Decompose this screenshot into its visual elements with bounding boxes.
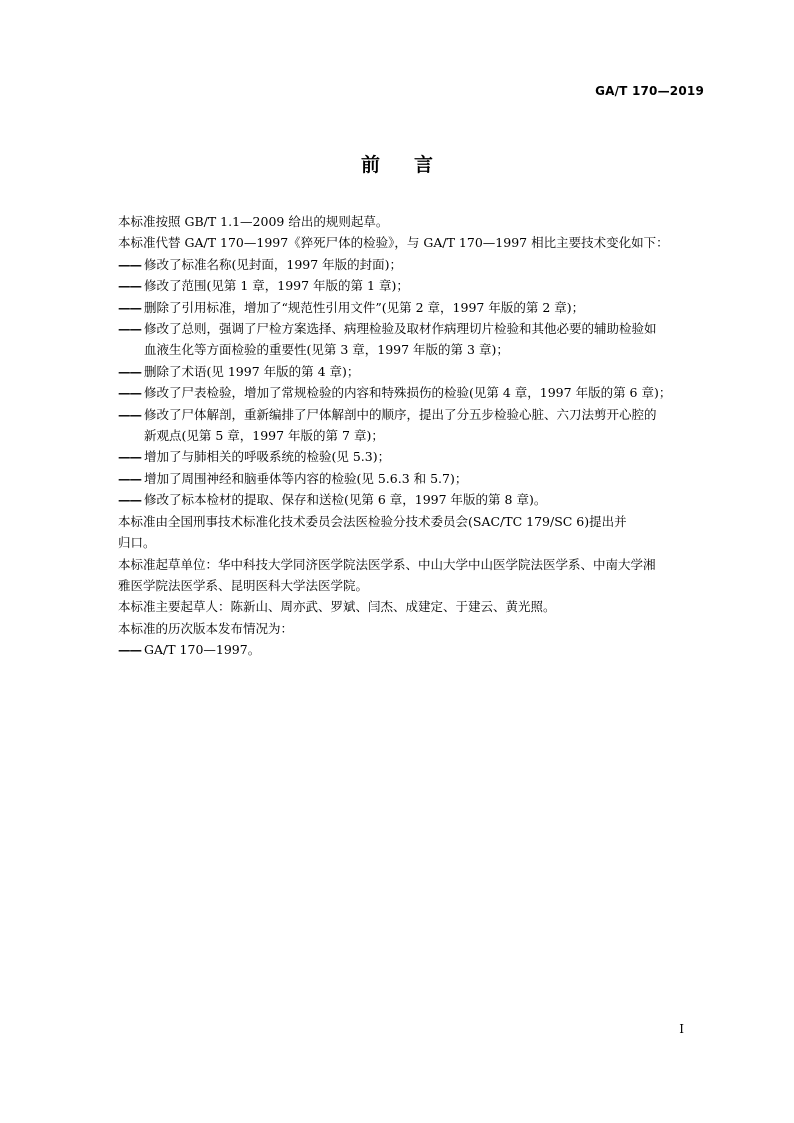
changes-list: [118, 254, 706, 511]
dash-marker: ——: [118, 449, 141, 465]
dash-marker: ——: [118, 256, 141, 272]
list-item: —— 修改了标准名称(见封面，1997 年版的封面)；: [118, 254, 706, 275]
list-item: —— GA/T 170—1997。: [118, 639, 706, 660]
document-body: [118, 211, 706, 661]
dash-marker: ——: [118, 278, 141, 294]
standard-code: GA/T 170—2019: [595, 84, 704, 98]
list-item: —— 删除了引用标准，增加了“规范性引用文件”(见第 2 章，1997 年版的第 2 章)；: [118, 297, 706, 318]
paragraph-replacement: 本标准代替 GA/T 170—1997《猝死尸体的检验》，与 GA/T 170—1997 相比主要技术变化如下：: [118, 235, 669, 251]
page-title: 前言: [360, 154, 467, 176]
paragraph-history-intro: 本标准的历次版本发布情况为：: [118, 620, 294, 636]
dash-marker: ——: [118, 321, 141, 337]
dash-marker: ——: [118, 406, 141, 422]
dash-marker: ——: [118, 299, 141, 315]
list-item: —— 修改了总则，强调了尸检方案选择、病理检验及取材作病理切片检验和其他必要的辅助检验如 血液生化等方面检验的重要性(见第 3 章，1997 年版的第 3 章)；: [118, 318, 706, 361]
list-item: —— 修改了尸表检验，增加了常规检验的内容和特殊损伤的检验(见第 4 章，1997 年版的第 6 章)；: [118, 382, 706, 403]
paragraph-drafting-rule: 本标准按照 GB/T 1.1—2009 给出的规则起草。: [118, 214, 389, 229]
dash-marker: ——: [118, 470, 141, 486]
paragraph-proposer: 本标准由全国刑事技术标准化技术委员会法医检验分技术委员会(SAC/TC 179/SC 6)提出并 归口。: [118, 513, 627, 551]
list-item: —— 增加了周围神经和脑垂体等内容的检验(见 5.6.3 和 5.7)；: [118, 468, 706, 489]
page-number: I: [679, 1022, 684, 1036]
list-item: —— 修改了范围(见第 1 章，1997 年版的第 1 章)；: [118, 275, 706, 296]
dash-marker: ——: [118, 363, 141, 379]
history-list: [118, 639, 706, 660]
list-item: —— 修改了标本检材的提取、保存和送检(见第 6 章，1997 年版的第 8 章)。: [118, 489, 706, 510]
paragraph-drafters: 本标准主要起草人：陈新山、周亦武、罗斌、闫杰、成建定、于建云、黄光照。: [118, 599, 556, 615]
dash-marker: ——: [118, 642, 141, 658]
list-item: —— 增加了与肺相关的呼吸系统的检验(见 5.3)；: [118, 446, 706, 467]
dash-marker: ——: [118, 385, 141, 401]
paragraph-drafting-units: 本标准起草单位：华中科技大学同济医学院法医学系、中山大学中山医学院法医学系、中南大学湘 雅医学院法医学系、昆明医科大学法医学院。: [118, 556, 656, 593]
list-item: —— 删除了术语(见 1997 年版的第 4 章)；: [118, 361, 706, 382]
dash-marker: ——: [118, 492, 141, 508]
list-item: —— 修改了尸体解剖，重新编排了尸体解剖中的顺序，提出了分五步检验心脏、六刀法剪开心腔的 新观点(见第 5 章，1997 年版的第 7 章)；: [118, 404, 706, 447]
